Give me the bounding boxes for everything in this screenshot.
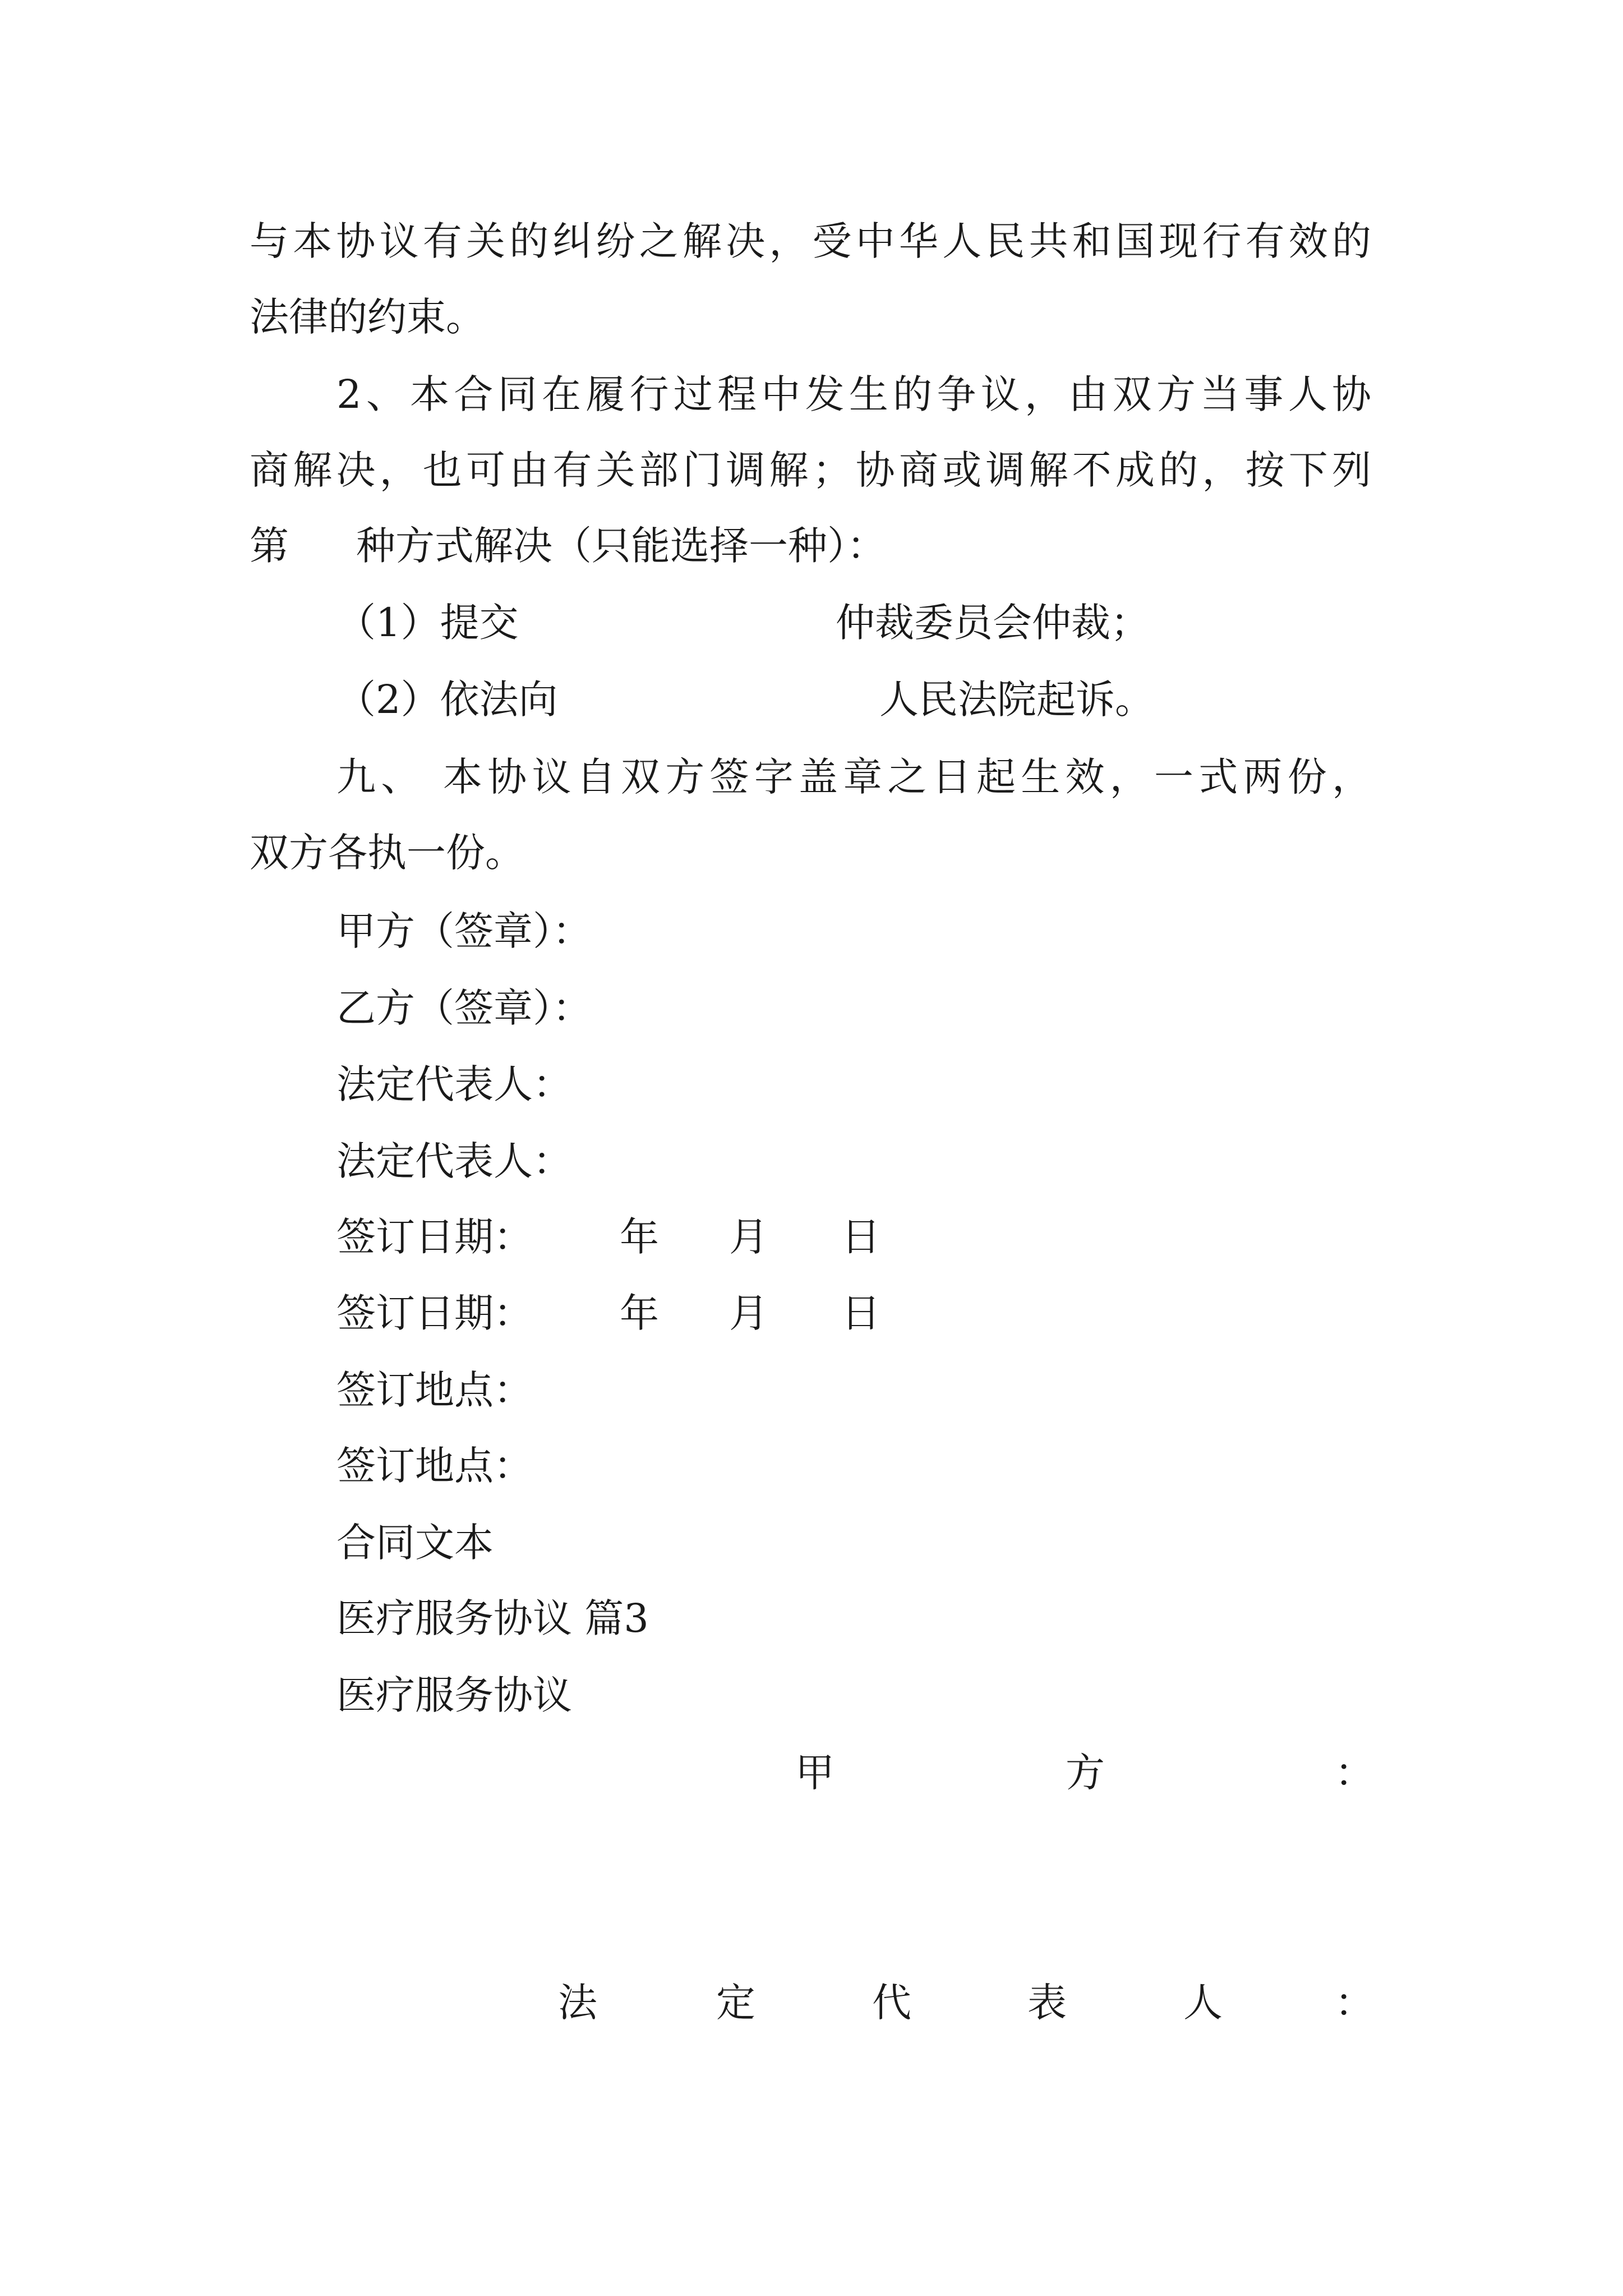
sign-place-b: 签订地点： (336, 1443, 533, 1489)
party-a-char: 甲 (795, 1750, 834, 1796)
legal-rep-colon: ： (1335, 1980, 1374, 2026)
date-day: 日 (841, 1214, 880, 1260)
date-month: 月 (729, 1290, 768, 1336)
sign-date-a: 签订日期： (336, 1214, 533, 1260)
legal-rep-char: 人 (1183, 1980, 1223, 2026)
text: 九、 本协议自双方签字盖章之日起生效，一式两份， (336, 754, 1377, 800)
legal-rep-char: 法 (558, 1980, 597, 2026)
sign-place-a: 签订地点： (336, 1367, 533, 1413)
date-year: 年 (620, 1214, 659, 1260)
option-1-label: （1）提交 (336, 600, 519, 646)
paragraph-line (250, 447, 1376, 493)
date-month: 月 (729, 1214, 768, 1260)
legal-rep-a: 法定代表人： (336, 1061, 572, 1107)
party-a-colon: ： (1335, 1750, 1374, 1796)
option-1-suffix: 仲裁委员会仲裁； (836, 600, 1150, 646)
section-title: 医疗服务协议 篇3 (336, 1595, 649, 1641)
party-b-signature: 乙方（签章）： (336, 985, 592, 1031)
paragraph-line: 法律的约束。 (250, 294, 485, 340)
date-day: 日 (841, 1290, 880, 1336)
legal-rep-char: 代 (872, 1980, 911, 2026)
contract-text-heading: 合同文本 (336, 1520, 494, 1566)
option-2-label: （2）依法向 (336, 677, 558, 723)
paragraph-line: 双方各执一份。 (250, 830, 524, 876)
paragraph-line (336, 754, 1377, 800)
party-a-char: 方 (1066, 1750, 1105, 1796)
section-subtitle: 医疗服务协议 (336, 1672, 572, 1718)
text: 2、本合同在履行过程中发生的争议，由双方当事人协 (336, 371, 1376, 417)
text: 商解决，也可由有关部门调解；协商或调解不成的，按下列 (250, 447, 1376, 493)
paragraph-line: 第 (250, 523, 289, 569)
paragraph-line (250, 218, 1376, 264)
legal-rep-char: 定 (716, 1980, 755, 2026)
legal-rep-char: 表 (1027, 1980, 1067, 2026)
party-a-signature: 甲方（签章）： (336, 908, 592, 954)
sign-date-b: 签订日期： (336, 1290, 533, 1336)
option-2-suffix: 人民法院起诉。 (879, 677, 1154, 723)
paragraph-line (336, 371, 1376, 417)
legal-rep-b: 法定代表人： (336, 1138, 572, 1184)
text: 与本协议有关的纠纷之解决，受中华人民共和国现行有效的 (250, 218, 1376, 264)
date-year: 年 (620, 1290, 659, 1336)
paragraph-line: 种方式解决（只能选择一种）： (356, 523, 886, 569)
